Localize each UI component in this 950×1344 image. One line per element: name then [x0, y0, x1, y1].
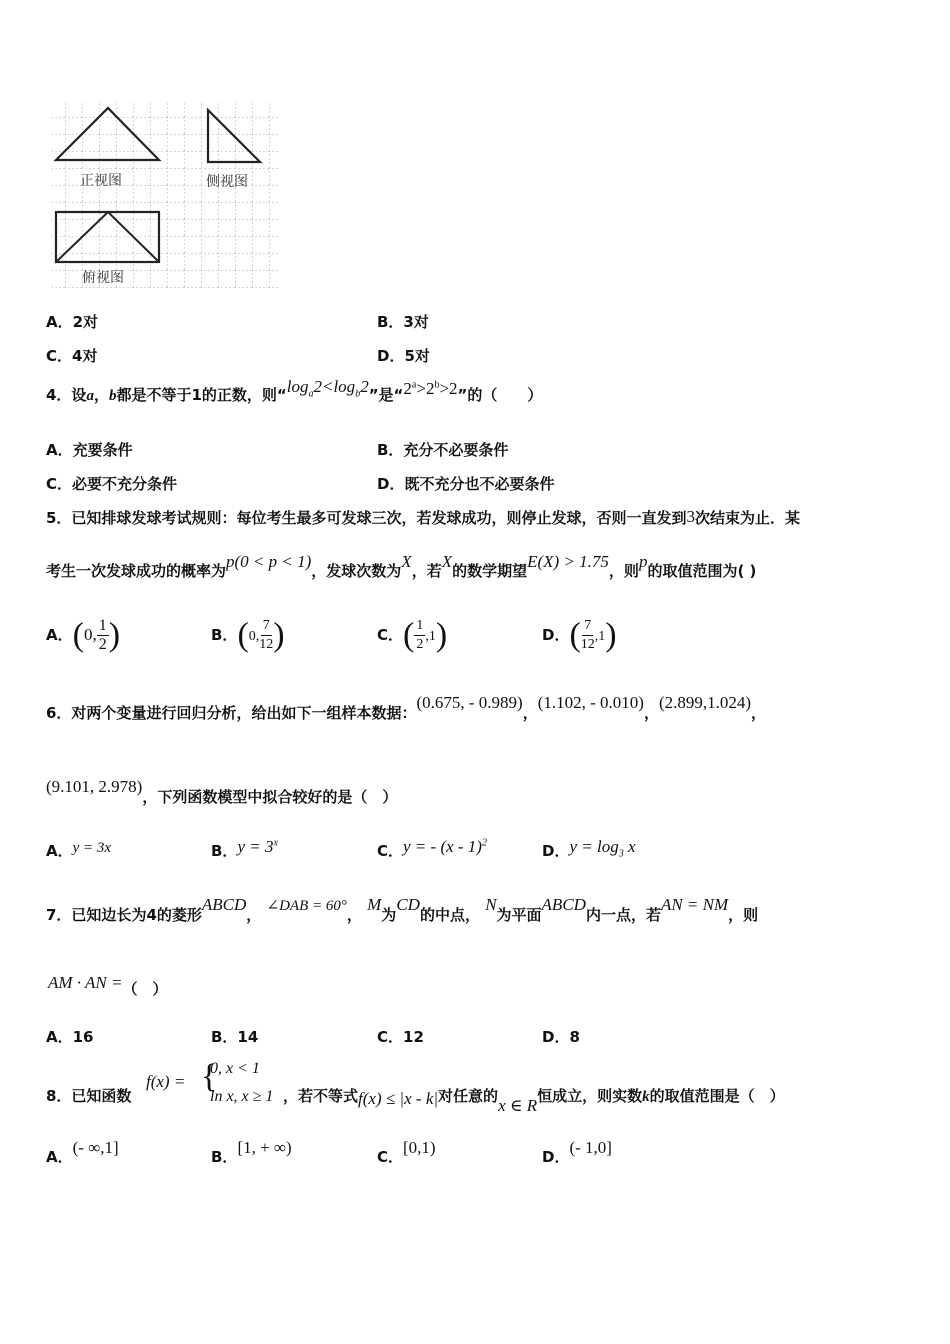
front-view-label: 正视图	[80, 173, 122, 189]
q7-stem-line1: 7．已知边长为4的菱形ABCD， ∠DAB = 60°， M为CD的中点， N为平面ABCD内一点，若AN = NM，则	[46, 895, 759, 924]
q4-condition-power: $2^a>2^b>2$	[403, 379, 458, 398]
q7-stem-line2: AM · AN =（ ）	[48, 973, 168, 998]
q5-option-b: B．(0, $\frac{7}{12}$ )	[211, 616, 285, 654]
q6-stem-line2: (9.101, 2.978)，下列函数模型中拟合较好的是（ ）	[46, 777, 398, 806]
q6-stem-line1: 6．对两个变量进行回归分析，给出如下一组样本数据：(0.675, - 0.989)，(1.102, - 0.010)，(2.899,1.024)，	[46, 693, 767, 722]
q8-option-c: C．[0,1)	[377, 1138, 436, 1166]
q4-condition-log: $\log_a2<\log_b2$	[286, 377, 369, 400]
grid-background	[50, 102, 280, 288]
q4-option-a: A．充要条件	[46, 441, 133, 459]
q8-stem-start: 8．已知函数	[46, 1087, 132, 1105]
q8-option-a: A．(- ∞,1]	[46, 1138, 119, 1166]
q7-option-d: D．8	[542, 1028, 580, 1046]
q8-option-d: D．(- 1,0]	[542, 1138, 612, 1166]
q8-case-1: 0, x < 1	[210, 1060, 260, 1077]
q4-option-d: D．既不充分也不必要条件	[377, 475, 555, 493]
q5-option-a: A．(0, $\frac{1}{2}$ )	[46, 616, 121, 654]
q8-option-b: B．[1, + ∞)	[211, 1138, 292, 1166]
q4-stem: 4．设a，b都是不等于1的正数，则“$\log_a2<\log_b2$”是“$2^a>2^b>2$”的（ ）	[46, 377, 543, 404]
q3-option-d: D．5对	[377, 347, 430, 365]
q5-stem-line2: 考生一次发球成功的概率为p(0 < p < 1)，发球次数为X，若X的数学期望E(X) > 1.75，则p的取值范围为( )	[46, 552, 757, 580]
q8-piecewise-brace: {	[201, 1058, 218, 1095]
q8-case-2: ln x, x ≥ 1	[210, 1088, 274, 1105]
top-view-label: 俯视图	[82, 270, 124, 286]
q5-option-d: D．( $\frac{7}{12}$ ,1)	[542, 616, 617, 654]
q3-option-a: A．2对	[46, 313, 99, 331]
q7-option-b: B．14	[211, 1028, 259, 1046]
q6-option-d: D．$y = \log_3 x$	[542, 837, 636, 860]
q6-option-a: A．y = 3x	[46, 840, 112, 860]
three-view-figure	[48, 100, 293, 295]
q4-option-c: C．必要不充分条件	[46, 475, 178, 493]
q7-option-a: A．16	[46, 1028, 94, 1046]
q8-stem-middle: ，若不等式f(x) ≤ |x - k|对任意的x ∈ R恒成立，则实数k的取值范围是（ ）	[283, 1087, 785, 1115]
q6-option-c: C．y = - (x - 1)$^2$	[377, 837, 487, 860]
q5-option-c: C．( $\frac{1}{2}$ ,1)	[377, 616, 448, 654]
side-view-label: 侧视图	[206, 174, 248, 190]
q8-function-name: f(x) =	[146, 1072, 186, 1091]
q6-option-b: B．$y = 3^x$	[211, 837, 278, 860]
q5-stem-line1: 5．已知排球发球考试规则：每位考生最多可发球三次，若发球成功，则停止发球，否则一直发到3次结束为止．某	[46, 507, 800, 527]
q3-option-b: B．3对	[377, 313, 429, 331]
q4-option-b: B．充分不必要条件	[377, 441, 509, 459]
q7-option-c: C．12	[377, 1028, 424, 1046]
q3-option-c: C．4对	[46, 347, 98, 365]
